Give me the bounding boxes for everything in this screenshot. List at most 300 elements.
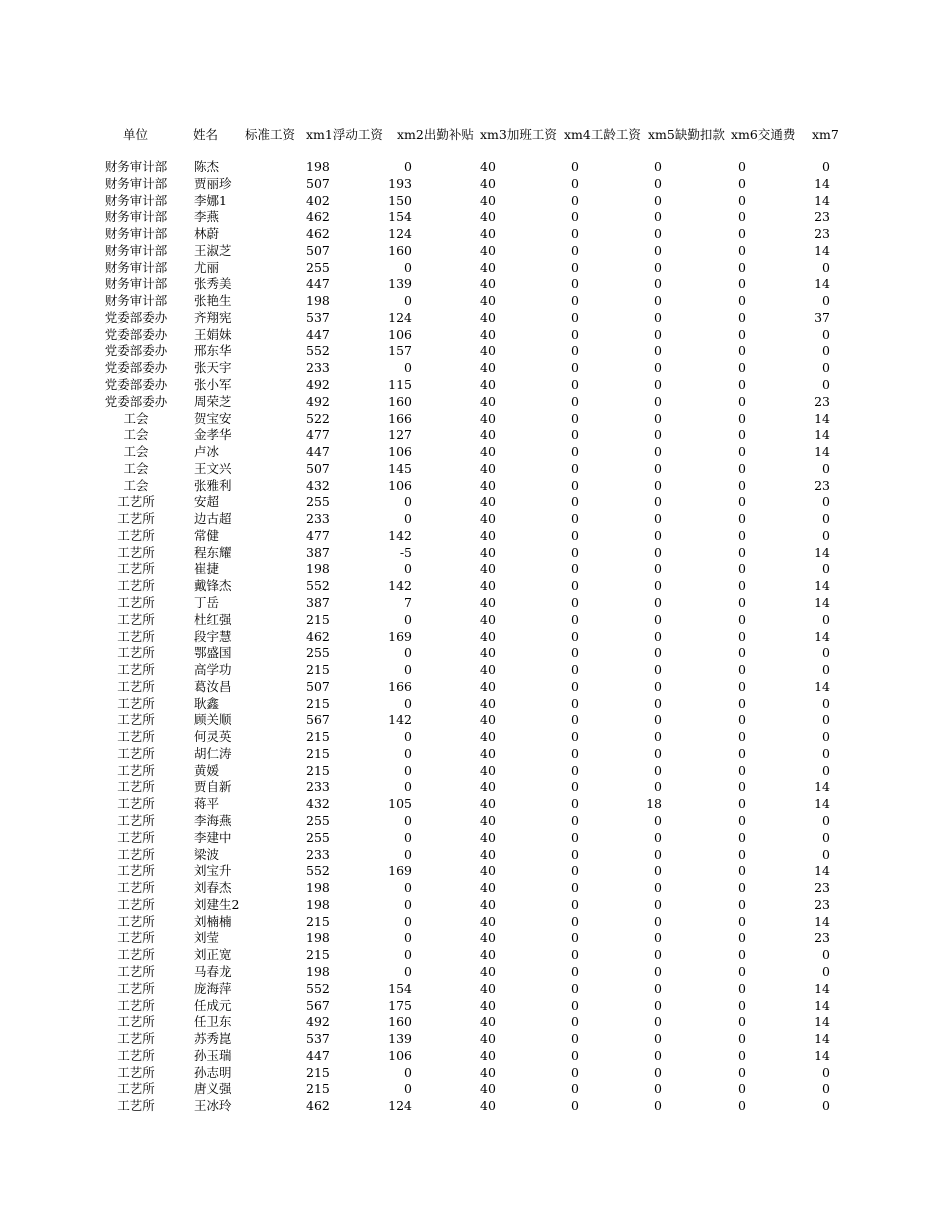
header-name: 姓名 bbox=[193, 127, 219, 142]
overtime-pay-cell: 40 bbox=[480, 779, 496, 795]
absence-deduction-cell: 0 bbox=[654, 326, 662, 342]
transport-fee-cell: 0 bbox=[738, 578, 746, 594]
table-row bbox=[0, 947, 950, 964]
xm7-cell: 14 bbox=[814, 779, 830, 795]
table-row bbox=[0, 461, 950, 478]
standard-wage-cell: 492 bbox=[306, 393, 330, 409]
xm7-cell: 0 bbox=[822, 1081, 830, 1097]
floating-wage-cell: 0 bbox=[404, 1064, 412, 1080]
transport-fee-cell: 0 bbox=[738, 477, 746, 493]
xm7-cell: 0 bbox=[822, 293, 830, 309]
name-cell: 张小军 bbox=[194, 377, 232, 392]
xm7-cell: 37 bbox=[814, 309, 830, 325]
overtime-pay-cell: 40 bbox=[480, 813, 496, 829]
standard-wage-cell: 233 bbox=[306, 846, 330, 862]
standard-wage-cell: 462 bbox=[306, 1098, 330, 1114]
xm7-cell: 0 bbox=[822, 511, 830, 527]
table-row bbox=[0, 964, 950, 981]
unit-cell: 财务审计部 bbox=[104, 293, 168, 309]
standard-wage-cell: 492 bbox=[306, 1014, 330, 1030]
absence-deduction-cell: 0 bbox=[654, 729, 662, 745]
name-cell: 唐义强 bbox=[194, 1081, 232, 1097]
name-cell: 林蔚 bbox=[194, 226, 220, 242]
overtime-pay-cell: 40 bbox=[480, 1064, 496, 1080]
xm7-cell: 0 bbox=[822, 712, 830, 728]
xm7-cell: 14 bbox=[814, 997, 830, 1013]
unit-cell: 工艺所 bbox=[117, 561, 155, 577]
unit-cell: 党委部委办 bbox=[104, 377, 168, 392]
overtime-pay-cell: 40 bbox=[480, 561, 496, 577]
seniority-pay-cell: 0 bbox=[571, 393, 579, 409]
transport-fee-cell: 0 bbox=[738, 829, 746, 845]
seniority-pay-cell: 0 bbox=[571, 611, 579, 627]
transport-fee-cell: 0 bbox=[738, 309, 746, 325]
overtime-pay-cell: 40 bbox=[480, 477, 496, 493]
transport-fee-cell: 0 bbox=[738, 226, 746, 242]
overtime-pay-cell: 40 bbox=[480, 276, 496, 292]
overtime-pay-cell: 40 bbox=[480, 745, 496, 761]
standard-wage-cell: 402 bbox=[306, 192, 330, 208]
table-row bbox=[0, 1081, 950, 1098]
xm7-cell: 0 bbox=[822, 813, 830, 829]
absence-deduction-cell: 0 bbox=[654, 377, 662, 392]
table-row bbox=[0, 796, 950, 813]
floating-wage-cell: 154 bbox=[388, 980, 412, 996]
overtime-pay-cell: 40 bbox=[480, 494, 496, 510]
name-cell: 杜红强 bbox=[194, 611, 232, 627]
header-unit: 单位 bbox=[123, 127, 149, 142]
unit-cell: 工艺所 bbox=[117, 578, 155, 594]
transport-fee-cell: 0 bbox=[738, 175, 746, 191]
overtime-pay-cell: 40 bbox=[480, 678, 496, 694]
table-row bbox=[0, 595, 950, 612]
seniority-pay-cell: 0 bbox=[571, 276, 579, 292]
xm7-cell: 0 bbox=[822, 460, 830, 476]
name-cell: 任卫东 bbox=[194, 1014, 232, 1030]
unit-cell: 工艺所 bbox=[117, 595, 155, 611]
unit-cell: 工艺所 bbox=[117, 980, 155, 996]
table-row bbox=[0, 478, 950, 495]
standard-wage-cell: 537 bbox=[306, 309, 330, 325]
header-absence-deduction: xm5缺勤扣款 bbox=[648, 127, 725, 142]
table-row bbox=[0, 914, 950, 931]
unit-cell: 财务审计部 bbox=[104, 276, 168, 292]
seniority-pay-cell: 0 bbox=[571, 1047, 579, 1063]
xm7-cell: 14 bbox=[814, 595, 830, 611]
name-cell: 周荣芝 bbox=[194, 393, 232, 409]
unit-cell: 财务审计部 bbox=[104, 242, 168, 258]
standard-wage-cell: 507 bbox=[306, 678, 330, 694]
standard-wage-cell: 233 bbox=[306, 779, 330, 795]
name-cell: 程东耀 bbox=[194, 544, 232, 560]
table-row bbox=[0, 930, 950, 947]
absence-deduction-cell: 0 bbox=[654, 259, 662, 275]
xm7-cell: 14 bbox=[814, 242, 830, 258]
unit-cell: 工艺所 bbox=[117, 829, 155, 845]
seniority-pay-cell: 0 bbox=[571, 712, 579, 728]
xm7-cell: 0 bbox=[822, 611, 830, 627]
xm7-cell: 0 bbox=[822, 947, 830, 963]
floating-wage-cell: 0 bbox=[404, 745, 412, 761]
standard-wage-cell: 462 bbox=[306, 226, 330, 242]
transport-fee-cell: 0 bbox=[738, 561, 746, 577]
absence-deduction-cell: 0 bbox=[654, 209, 662, 225]
transport-fee-cell: 0 bbox=[738, 1031, 746, 1047]
table-row bbox=[0, 1048, 950, 1065]
unit-cell: 工艺所 bbox=[117, 947, 155, 963]
absence-deduction-cell: 0 bbox=[654, 477, 662, 493]
xm7-cell: 14 bbox=[814, 980, 830, 996]
table-row bbox=[0, 830, 950, 847]
seniority-pay-cell: 0 bbox=[571, 628, 579, 644]
standard-wage-cell: 198 bbox=[306, 963, 330, 979]
name-cell: 边古超 bbox=[194, 511, 232, 527]
transport-fee-cell: 0 bbox=[738, 997, 746, 1013]
floating-wage-cell: 150 bbox=[388, 192, 412, 208]
standard-wage-cell: 552 bbox=[306, 980, 330, 996]
unit-cell: 工艺所 bbox=[117, 662, 155, 678]
name-cell: 孙志明 bbox=[194, 1064, 232, 1080]
floating-wage-cell: 124 bbox=[388, 226, 412, 242]
seniority-pay-cell: 0 bbox=[571, 829, 579, 845]
xm7-cell: 14 bbox=[814, 192, 830, 208]
floating-wage-cell: 7 bbox=[404, 595, 412, 611]
floating-wage-cell: 0 bbox=[404, 360, 412, 376]
absence-deduction-cell: 0 bbox=[654, 226, 662, 242]
absence-deduction-cell: 0 bbox=[654, 695, 662, 711]
name-cell: 陈杰 bbox=[194, 159, 220, 174]
unit-cell: 工艺所 bbox=[117, 1064, 155, 1080]
transport-fee-cell: 0 bbox=[738, 494, 746, 510]
name-cell: 何灵英 bbox=[194, 729, 232, 745]
table-row bbox=[0, 193, 950, 210]
floating-wage-cell: 0 bbox=[404, 561, 412, 577]
seniority-pay-cell: 0 bbox=[571, 326, 579, 342]
name-cell: 张艳生 bbox=[194, 293, 232, 309]
table-row bbox=[0, 629, 950, 646]
seniority-pay-cell: 0 bbox=[571, 1081, 579, 1097]
xm7-cell: 0 bbox=[822, 729, 830, 745]
floating-wage-cell: 139 bbox=[388, 1031, 412, 1047]
transport-fee-cell: 0 bbox=[738, 813, 746, 829]
absence-deduction-cell: 0 bbox=[654, 930, 662, 946]
standard-wage-cell: 387 bbox=[306, 544, 330, 560]
seniority-pay-cell: 0 bbox=[571, 913, 579, 929]
xm7-cell: 0 bbox=[822, 377, 830, 392]
unit-cell: 财务审计部 bbox=[104, 192, 168, 208]
xm7-cell: 0 bbox=[822, 343, 830, 359]
transport-fee-cell: 0 bbox=[738, 1014, 746, 1030]
transport-fee-cell: 0 bbox=[738, 393, 746, 409]
floating-wage-cell: 169 bbox=[388, 628, 412, 644]
absence-deduction-cell: 0 bbox=[654, 880, 662, 896]
overtime-pay-cell: 40 bbox=[480, 293, 496, 309]
overtime-pay-cell: 40 bbox=[480, 460, 496, 476]
transport-fee-cell: 0 bbox=[738, 712, 746, 728]
xm7-cell: 23 bbox=[814, 209, 830, 225]
name-cell: 刘宝升 bbox=[194, 863, 232, 879]
absence-deduction-cell: 0 bbox=[654, 947, 662, 963]
unit-cell: 党委部委办 bbox=[104, 309, 168, 325]
name-cell: 安超 bbox=[194, 494, 220, 510]
overtime-pay-cell: 40 bbox=[480, 829, 496, 845]
xm7-cell: 14 bbox=[814, 175, 830, 191]
transport-fee-cell: 0 bbox=[738, 846, 746, 862]
overtime-pay-cell: 40 bbox=[480, 1081, 496, 1097]
header-overtime-pay: xm3加班工资 bbox=[480, 127, 557, 142]
transport-fee-cell: 0 bbox=[738, 1047, 746, 1063]
overtime-pay-cell: 40 bbox=[480, 226, 496, 242]
overtime-pay-cell: 40 bbox=[480, 762, 496, 778]
transport-fee-cell: 0 bbox=[738, 527, 746, 543]
transport-fee-cell: 0 bbox=[738, 259, 746, 275]
name-cell: 贺宝安 bbox=[194, 410, 232, 426]
seniority-pay-cell: 0 bbox=[571, 896, 579, 912]
overtime-pay-cell: 40 bbox=[480, 444, 496, 460]
unit-cell: 财务审计部 bbox=[104, 259, 168, 275]
seniority-pay-cell: 0 bbox=[571, 930, 579, 946]
unit-cell: 工艺所 bbox=[117, 896, 155, 912]
floating-wage-cell: 0 bbox=[404, 662, 412, 678]
unit-cell: 工会 bbox=[123, 410, 149, 426]
overtime-pay-cell: 40 bbox=[480, 880, 496, 896]
name-cell: 张雅利 bbox=[194, 477, 232, 493]
floating-wage-cell: 0 bbox=[404, 813, 412, 829]
name-cell: 卢冰 bbox=[194, 444, 220, 460]
name-cell: 齐翔宪 bbox=[194, 309, 232, 325]
absence-deduction-cell: 0 bbox=[654, 1081, 662, 1097]
standard-wage-cell: 215 bbox=[306, 913, 330, 929]
xm7-cell: 0 bbox=[822, 846, 830, 862]
floating-wage-cell: 0 bbox=[404, 1081, 412, 1097]
seniority-pay-cell: 0 bbox=[571, 410, 579, 426]
header-attendance-allowance: xm2出勤补贴 bbox=[397, 127, 474, 142]
table-row bbox=[0, 360, 950, 377]
standard-wage-cell: 477 bbox=[306, 427, 330, 443]
seniority-pay-cell: 0 bbox=[571, 1098, 579, 1114]
table-row bbox=[0, 327, 950, 344]
floating-wage-cell: 0 bbox=[404, 779, 412, 795]
standard-wage-cell: 462 bbox=[306, 209, 330, 225]
absence-deduction-cell: 0 bbox=[654, 444, 662, 460]
floating-wage-cell: -5 bbox=[399, 544, 412, 560]
name-cell: 刘春杰 bbox=[194, 880, 232, 896]
floating-wage-cell: 142 bbox=[388, 578, 412, 594]
absence-deduction-cell: 0 bbox=[654, 192, 662, 208]
seniority-pay-cell: 0 bbox=[571, 561, 579, 577]
xm7-cell: 23 bbox=[814, 393, 830, 409]
xm7-cell: 14 bbox=[814, 444, 830, 460]
absence-deduction-cell: 0 bbox=[654, 628, 662, 644]
standard-wage-cell: 198 bbox=[306, 896, 330, 912]
name-cell: 王淑芝 bbox=[194, 242, 232, 258]
seniority-pay-cell: 0 bbox=[571, 494, 579, 510]
absence-deduction-cell: 0 bbox=[654, 779, 662, 795]
absence-deduction-cell: 0 bbox=[654, 963, 662, 979]
xm7-cell: 0 bbox=[822, 561, 830, 577]
seniority-pay-cell: 0 bbox=[571, 242, 579, 258]
floating-wage-cell: 166 bbox=[388, 410, 412, 426]
overtime-pay-cell: 40 bbox=[480, 209, 496, 225]
seniority-pay-cell: 0 bbox=[571, 527, 579, 543]
standard-wage-cell: 215 bbox=[306, 745, 330, 761]
overtime-pay-cell: 40 bbox=[480, 343, 496, 359]
standard-wage-cell: 477 bbox=[306, 527, 330, 543]
overtime-pay-cell: 40 bbox=[480, 544, 496, 560]
absence-deduction-cell: 0 bbox=[654, 293, 662, 309]
seniority-pay-cell: 0 bbox=[571, 662, 579, 678]
floating-wage-cell: 0 bbox=[404, 913, 412, 929]
xm7-cell: 0 bbox=[822, 745, 830, 761]
overtime-pay-cell: 40 bbox=[480, 527, 496, 543]
name-cell: 苏秀崑 bbox=[194, 1031, 232, 1047]
table-row bbox=[0, 293, 950, 310]
floating-wage-cell: 0 bbox=[404, 645, 412, 661]
standard-wage-cell: 552 bbox=[306, 343, 330, 359]
absence-deduction-cell: 0 bbox=[654, 159, 662, 174]
absence-deduction-cell: 0 bbox=[654, 511, 662, 527]
transport-fee-cell: 0 bbox=[738, 796, 746, 812]
table-row bbox=[0, 863, 950, 880]
unit-cell: 工会 bbox=[123, 460, 149, 476]
xm7-cell: 14 bbox=[814, 678, 830, 694]
floating-wage-cell: 0 bbox=[404, 829, 412, 845]
absence-deduction-cell: 0 bbox=[654, 1031, 662, 1047]
xm7-cell: 0 bbox=[822, 963, 830, 979]
absence-deduction-cell: 0 bbox=[654, 863, 662, 879]
name-cell: 孙玉瑞 bbox=[194, 1047, 232, 1063]
xm7-cell: 14 bbox=[814, 863, 830, 879]
standard-wage-cell: 255 bbox=[306, 813, 330, 829]
name-cell: 李建中 bbox=[194, 829, 232, 845]
seniority-pay-cell: 0 bbox=[571, 779, 579, 795]
standard-wage-cell: 447 bbox=[306, 276, 330, 292]
overtime-pay-cell: 40 bbox=[480, 159, 496, 174]
table-row bbox=[0, 880, 950, 897]
standard-wage-cell: 522 bbox=[306, 410, 330, 426]
transport-fee-cell: 0 bbox=[738, 511, 746, 527]
table-row bbox=[0, 260, 950, 277]
unit-cell: 党委部委办 bbox=[104, 393, 168, 409]
absence-deduction-cell: 18 bbox=[646, 796, 662, 812]
floating-wage-cell: 124 bbox=[388, 309, 412, 325]
absence-deduction-cell: 0 bbox=[654, 896, 662, 912]
absence-deduction-cell: 0 bbox=[654, 813, 662, 829]
name-cell: 张秀美 bbox=[194, 276, 232, 292]
standard-wage-cell: 215 bbox=[306, 1081, 330, 1097]
seniority-pay-cell: 0 bbox=[571, 159, 579, 174]
transport-fee-cell: 0 bbox=[738, 880, 746, 896]
overtime-pay-cell: 40 bbox=[480, 645, 496, 661]
absence-deduction-cell: 0 bbox=[654, 561, 662, 577]
unit-cell: 工艺所 bbox=[117, 745, 155, 761]
standard-wage-cell: 567 bbox=[306, 712, 330, 728]
table-row bbox=[0, 578, 950, 595]
xm7-cell: 0 bbox=[822, 645, 830, 661]
transport-fee-cell: 0 bbox=[738, 159, 746, 174]
floating-wage-cell: 160 bbox=[388, 393, 412, 409]
header-xm7: xm7 bbox=[812, 127, 839, 142]
name-cell: 刘楠楠 bbox=[194, 913, 232, 929]
absence-deduction-cell: 0 bbox=[654, 1064, 662, 1080]
standard-wage-cell: 215 bbox=[306, 611, 330, 627]
xm7-cell: 14 bbox=[814, 913, 830, 929]
transport-fee-cell: 0 bbox=[738, 863, 746, 879]
standard-wage-cell: 233 bbox=[306, 360, 330, 376]
absence-deduction-cell: 0 bbox=[654, 846, 662, 862]
name-cell: 贾丽珍 bbox=[194, 175, 232, 191]
seniority-pay-cell: 0 bbox=[571, 863, 579, 879]
seniority-pay-cell: 0 bbox=[571, 980, 579, 996]
transport-fee-cell: 0 bbox=[738, 242, 746, 258]
floating-wage-cell: 106 bbox=[388, 477, 412, 493]
standard-wage-cell: 447 bbox=[306, 326, 330, 342]
overtime-pay-cell: 40 bbox=[480, 846, 496, 862]
overtime-pay-cell: 40 bbox=[480, 377, 496, 392]
absence-deduction-cell: 0 bbox=[654, 762, 662, 778]
floating-wage-cell: 0 bbox=[404, 947, 412, 963]
overtime-pay-cell: 40 bbox=[480, 712, 496, 728]
table-row bbox=[0, 1098, 950, 1115]
table-row bbox=[0, 612, 950, 629]
name-cell: 蒋平 bbox=[194, 796, 220, 812]
header-seniority-pay: xm4工龄工资 bbox=[564, 127, 641, 142]
unit-cell: 工艺所 bbox=[117, 930, 155, 946]
table-row bbox=[0, 209, 950, 226]
seniority-pay-cell: 0 bbox=[571, 343, 579, 359]
standard-wage-cell: 233 bbox=[306, 511, 330, 527]
absence-deduction-cell: 0 bbox=[654, 997, 662, 1013]
xm7-cell: 0 bbox=[822, 1098, 830, 1114]
overtime-pay-cell: 40 bbox=[480, 192, 496, 208]
floating-wage-cell: 0 bbox=[404, 762, 412, 778]
overtime-pay-cell: 40 bbox=[480, 1047, 496, 1063]
transport-fee-cell: 0 bbox=[738, 963, 746, 979]
table-row bbox=[0, 159, 950, 176]
table-row bbox=[0, 561, 950, 578]
xm7-cell: 0 bbox=[822, 326, 830, 342]
overtime-pay-cell: 40 bbox=[480, 242, 496, 258]
overtime-pay-cell: 40 bbox=[480, 410, 496, 426]
table-row bbox=[0, 679, 950, 696]
transport-fee-cell: 0 bbox=[738, 1098, 746, 1114]
seniority-pay-cell: 0 bbox=[571, 377, 579, 392]
standard-wage-cell: 215 bbox=[306, 947, 330, 963]
transport-fee-cell: 0 bbox=[738, 913, 746, 929]
xm7-cell: 0 bbox=[822, 662, 830, 678]
overtime-pay-cell: 40 bbox=[480, 1014, 496, 1030]
overtime-pay-cell: 40 bbox=[480, 896, 496, 912]
xm7-cell: 0 bbox=[822, 360, 830, 376]
standard-wage-cell: 198 bbox=[306, 561, 330, 577]
seniority-pay-cell: 0 bbox=[571, 259, 579, 275]
unit-cell: 工艺所 bbox=[117, 913, 155, 929]
absence-deduction-cell: 0 bbox=[654, 343, 662, 359]
unit-cell: 财务审计部 bbox=[104, 226, 168, 242]
table-row bbox=[0, 494, 950, 511]
overtime-pay-cell: 40 bbox=[480, 796, 496, 812]
standard-wage-cell: 507 bbox=[306, 242, 330, 258]
floating-wage-cell: 169 bbox=[388, 863, 412, 879]
floating-wage-cell: 124 bbox=[388, 1098, 412, 1114]
seniority-pay-cell: 0 bbox=[571, 477, 579, 493]
transport-fee-cell: 0 bbox=[738, 192, 746, 208]
absence-deduction-cell: 0 bbox=[654, 1014, 662, 1030]
floating-wage-cell: 0 bbox=[404, 963, 412, 979]
standard-wage-cell: 255 bbox=[306, 494, 330, 510]
unit-cell: 工会 bbox=[123, 477, 149, 493]
standard-wage-cell: 387 bbox=[306, 595, 330, 611]
